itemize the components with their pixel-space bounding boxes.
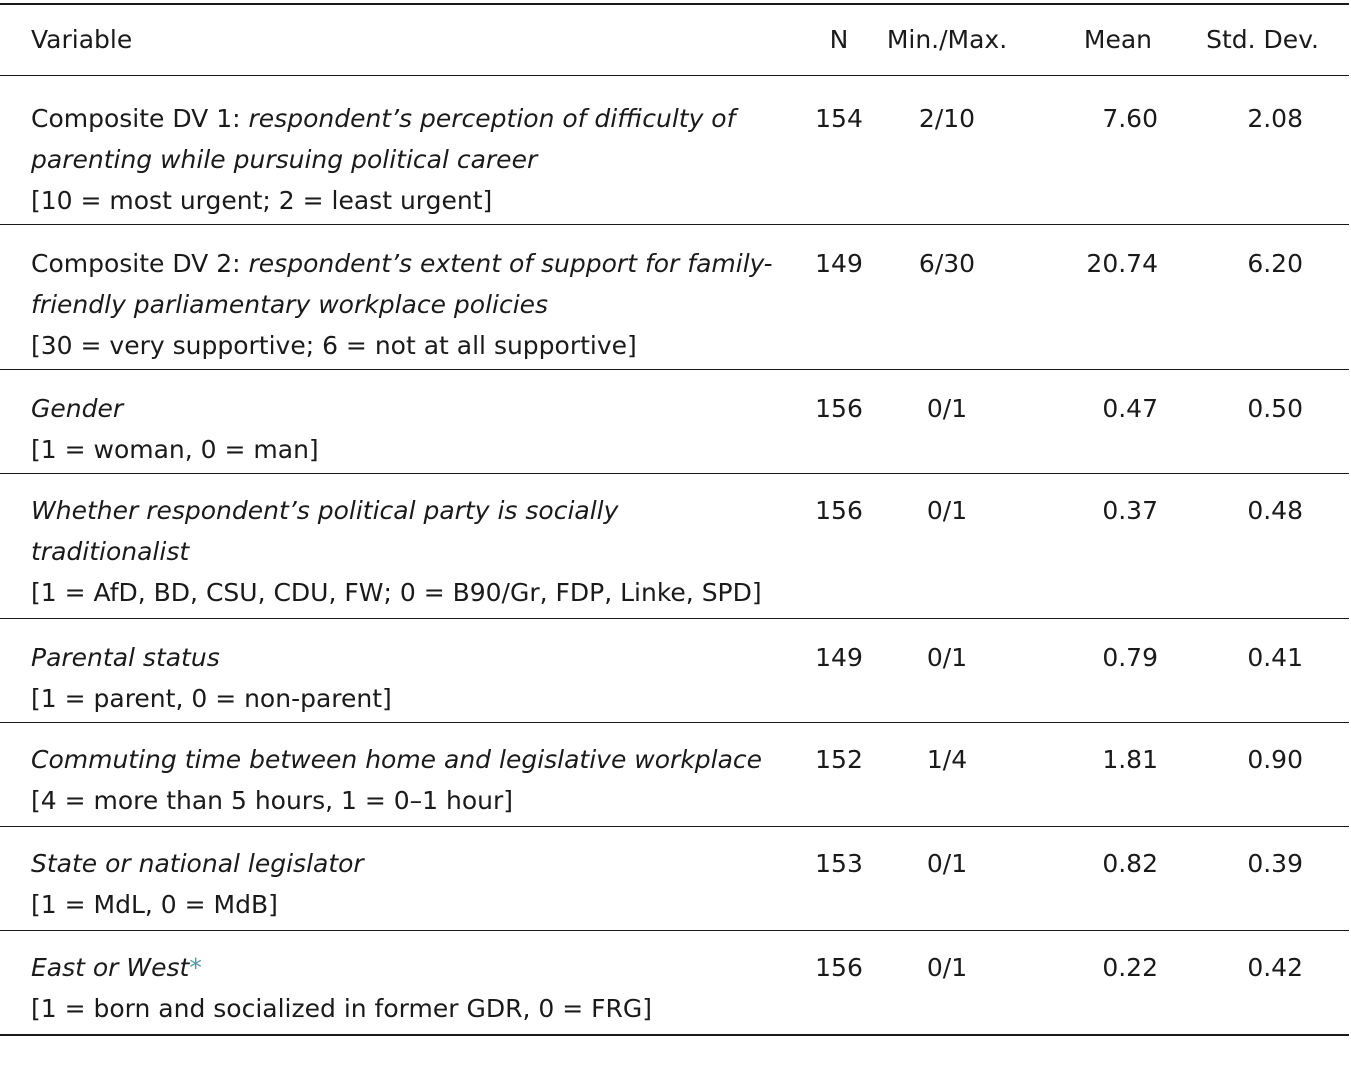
n-cell: 152 <box>778 723 884 827</box>
variable-label-italic: East or West <box>31 953 190 982</box>
variable-label-plain: Composite DV 1: <box>31 104 249 133</box>
std-dev-cell: 0.42 <box>1247 953 1303 982</box>
variable-coding: [1 = born and socialized in former GDR, 0 = FRG] <box>31 994 652 1023</box>
variable-label-italic: respondent’s perception of difficulty of parenting while pursuing political career <box>31 104 736 174</box>
variable-cell <box>0 474 778 619</box>
variable-label-italic: State or national legislator <box>31 849 364 878</box>
mean-cell: 0.22 <box>1102 953 1158 982</box>
variable-label <box>31 843 778 884</box>
std-dev-cell: 2.08 <box>1164 76 1349 225</box>
std-dev-cell: 0.48 <box>1164 474 1349 619</box>
minmax-cell: 6/30 <box>884 225 1010 370</box>
minmax-cell: 2/10 <box>884 76 1010 225</box>
variable-cell <box>0 225 778 370</box>
n-cell: 156 <box>815 953 863 982</box>
footnote-asterisk[interactable]: * <box>189 953 202 982</box>
table-row <box>0 76 1349 225</box>
variable-cell <box>0 619 778 723</box>
mean-cell: 0.37 <box>1010 474 1164 619</box>
n-cell: 149 <box>778 619 884 723</box>
n-cell: 154 <box>778 76 884 225</box>
header-variable: Variable <box>0 4 778 76</box>
variable-cell <box>0 931 778 1036</box>
variable-label <box>31 739 778 780</box>
variable-coding: [1 = AfD, BD, CSU, CDU, FW; 0 = B90/Gr, FDP, Linke, SPD] <box>31 578 762 607</box>
std-dev-cell: 6.20 <box>1164 225 1349 370</box>
header-minmax: Min./Max. <box>884 4 1010 76</box>
variable-cell <box>0 827 778 931</box>
variable-label <box>31 98 778 180</box>
n-cell: 153 <box>778 827 884 931</box>
variable-coding: [10 = most urgent; 2 = least urgent] <box>31 186 493 215</box>
variable-coding: [4 = more than 5 hours, 1 = 0–1 hour] <box>31 786 514 815</box>
variable-label <box>31 637 778 678</box>
variable-cell <box>0 76 778 225</box>
variable-coding: [1 = woman, 0 = man] <box>31 435 319 464</box>
variable-label <box>31 388 778 429</box>
minmax-cell: 0/1 <box>884 619 1010 723</box>
mean-cell: 0.79 <box>1010 619 1164 723</box>
mean-cell: 20.74 <box>1010 225 1164 370</box>
std-dev-cell: 0.90 <box>1164 723 1349 827</box>
descriptive-statistics-table <box>0 3 1349 1036</box>
minmax-cell: 0/1 <box>884 827 1010 931</box>
variable-coding: [1 = parent, 0 = non-parent] <box>31 684 392 713</box>
variable-label-italic: Parental status <box>31 643 220 672</box>
table-row <box>0 370 1349 474</box>
mean-cell: 7.60 <box>1010 76 1164 225</box>
table-row <box>0 619 1349 723</box>
variable-cell <box>0 723 778 827</box>
variable-coding: [1 = MdL, 0 = MdB] <box>31 890 278 919</box>
variable-label <box>31 947 778 988</box>
variable-label-plain: Composite DV 2: <box>31 249 249 278</box>
variable-label <box>31 490 778 572</box>
n-cell: 149 <box>778 225 884 370</box>
mean-cell: 1.81 <box>1010 723 1164 827</box>
std-dev-cell: 0.50 <box>1164 370 1349 474</box>
minmax-cell: 0/1 <box>884 474 1010 619</box>
mean-cell: 0.82 <box>1010 827 1164 931</box>
minmax-cell: 0/1 <box>926 953 968 982</box>
variable-cell <box>0 370 778 474</box>
variable-coding: [30 = very supportive; 6 = not at all supportive] <box>31 331 637 360</box>
variable-label-italic: Whether respondent’s political party is socially traditionalist <box>31 496 619 566</box>
variable-label-italic: respondent’s extent of support for family-friendly parliamentary workplace policies <box>31 249 773 319</box>
table-row <box>0 827 1349 931</box>
table-row <box>0 723 1349 827</box>
table-row <box>0 474 1349 619</box>
std-dev-cell: 0.41 <box>1164 619 1349 723</box>
std-dev-cell: 0.39 <box>1164 827 1349 931</box>
table-row <box>0 225 1349 370</box>
variable-label-italic: Gender <box>31 394 124 423</box>
minmax-cell: 0/1 <box>884 370 1010 474</box>
variable-label-italic: Commuting time between home and legislative workplace <box>31 745 763 774</box>
table-row <box>0 931 1349 1036</box>
variable-label <box>31 243 778 325</box>
header-mean: Mean <box>1010 4 1164 76</box>
mean-cell: 0.47 <box>1010 370 1164 474</box>
header-std-dev: Std. Dev. <box>1164 4 1349 76</box>
header-n: N <box>778 4 884 76</box>
minmax-cell: 1/4 <box>884 723 1010 827</box>
header-row <box>0 4 1349 76</box>
n-cell: 156 <box>778 370 884 474</box>
n-cell: 156 <box>778 474 884 619</box>
